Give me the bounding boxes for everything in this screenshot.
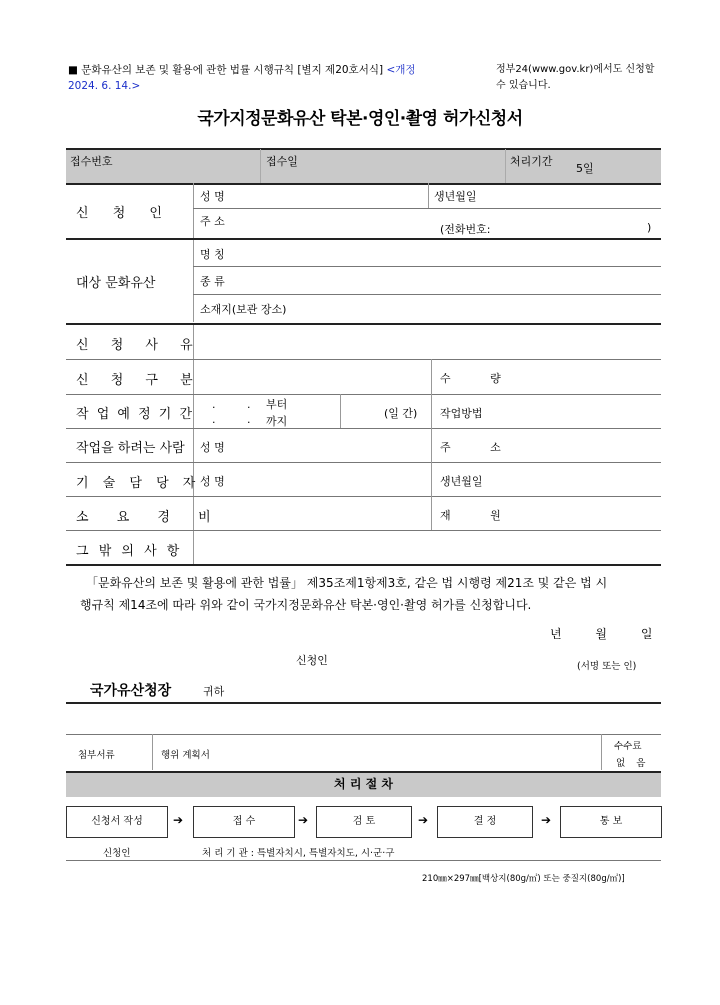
heritage-name-label: 명 칭 (200, 248, 225, 261)
reason-label: 신 청 사 유 (76, 338, 202, 353)
revision-open: <개정 (386, 64, 416, 76)
online-note-line1: 정부24(www.gov.kr)에서도 신청할 (496, 64, 655, 75)
quantity-label: 수 량 (440, 372, 519, 385)
category-label: 신 청 구 분 (76, 373, 202, 388)
arrow-icon: ➔ (298, 813, 309, 827)
heritage-section-label: 대상 문화유산 (76, 276, 156, 291)
procedure-title: 처 리 절 차 (66, 772, 661, 797)
tech-manager-label: 기 술 담 당 자 (76, 476, 201, 491)
tech-birth-label: 생년월일 (440, 475, 483, 488)
receipt-bar (66, 149, 661, 183)
period-to: 까지 (266, 415, 288, 428)
other-label: 그 밖 의 사 항 (76, 544, 183, 559)
applicant-name-label: 성 명 (200, 190, 225, 203)
procedure-step-receipt: 접 수 (193, 806, 295, 838)
period-end-dots[interactable]: . . (212, 413, 265, 426)
days-label: (일 간) (384, 407, 418, 420)
period-from: 부터 (266, 398, 288, 411)
work-method-label: 작업방법 (440, 407, 483, 420)
receipt-date-label: 접수일 (266, 155, 298, 168)
applicant-birth-label: 생년월일 (434, 190, 477, 203)
sign-note: (서명 또는 인) (577, 661, 637, 672)
recipient: 국가유산청장 (90, 683, 172, 699)
revision-date: 2024. 6. 14.> (68, 80, 141, 92)
procedure-step-decision: 결 정 (437, 806, 533, 838)
heritage-type-label: 종 류 (200, 275, 225, 288)
law-reference (68, 62, 488, 94)
statement-line1: 「문화유산의 보존 및 활용에 관한 법률」 제35조제1항제3호, 같은 법 시행령 제21조 및 같은 법 시 (86, 576, 608, 590)
procedure-step-review: 검 토 (316, 806, 412, 838)
processing-period-label: 처리기간 (510, 155, 553, 168)
recipient-suffix: 귀하 (203, 685, 225, 698)
arrow-icon: ➔ (541, 813, 552, 827)
paper-note: 210㎜×297㎜[백상지(80g/㎡) 또는 중질지(80g/㎡)] (422, 874, 625, 884)
attachments-label: 첨부서류 (78, 750, 115, 761)
applicant-section-label: 신 청 인 (76, 206, 172, 221)
processing-period-value: 5일 (576, 162, 594, 175)
period-start-dots[interactable]: . . (212, 398, 265, 411)
arrow-icon: ➔ (418, 813, 429, 827)
applicant-phone-label: (전화번호: (440, 223, 491, 236)
arrow-icon: ➔ (173, 813, 184, 827)
applicant-name-field[interactable] (200, 188, 400, 204)
applicant-phone-close: ) (647, 221, 652, 234)
worker-address-label: 주 소 (440, 441, 519, 454)
procedure-step-application: 신청서 작성 (66, 806, 168, 838)
fund-label: 재 원 (440, 509, 519, 522)
work-period-label: 작 업 예 정 기 간 (76, 407, 195, 422)
tech-name-label: 성 명 (200, 475, 225, 488)
fee-label: 수수료 (614, 741, 642, 752)
cost-label: 소 요 경 비 (76, 510, 223, 525)
form-title: 국가지정문화유산 탁본·영인·촬영 허가신청서 (197, 109, 523, 129)
procedure-agency: 처 리 기 관 : 특별자치시, 특별자치도, 시·군·구 (202, 848, 395, 859)
heritage-location-label: 소재지(보관 장소) (200, 303, 287, 316)
worker-label: 작업을 하려는 사람 (76, 441, 185, 456)
law-ref-text: ■ 문화유산의 보존 및 활용에 관한 법률 시행규칙 [별지 제20호서식] (68, 64, 384, 76)
worker-name-label: 성 명 (200, 441, 225, 454)
online-note-line2: 수 있습니다. (496, 80, 551, 91)
online-note (496, 62, 666, 94)
procedure-step-notification: 통 보 (560, 806, 662, 838)
signer-label: 신청인 (296, 654, 328, 667)
receipt-number-label: 접수번호 (70, 155, 113, 168)
fee-value: 없 음 (616, 758, 650, 769)
applicant-address-label: 주 소 (200, 215, 225, 228)
date-line: 년 월 일 (550, 627, 653, 641)
attachments-value: 행위 계획서 (161, 750, 210, 761)
statement-line2: 행규칙 제14조에 따라 위와 같이 국가지정문화유산 탁본·영인·촬영 허가를 신청합니다. (80, 598, 532, 612)
procedure-applicant: 신청인 (103, 848, 131, 859)
